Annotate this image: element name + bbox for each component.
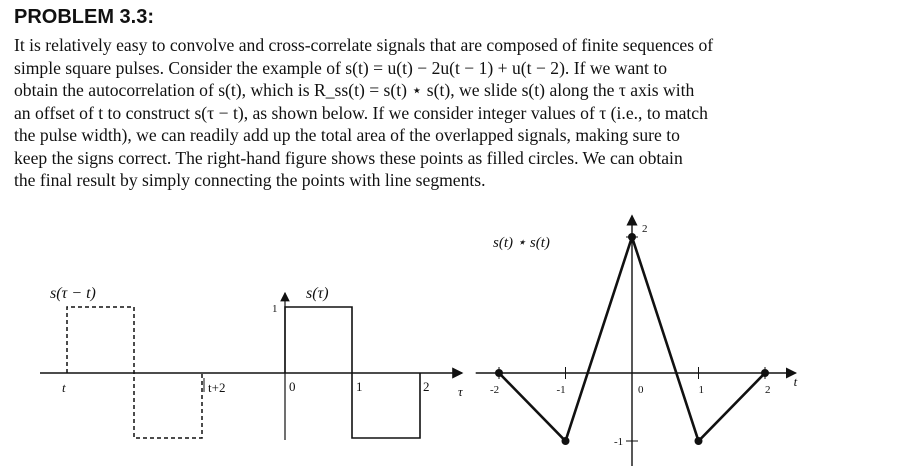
data-point xyxy=(761,369,769,377)
paragraph-line: simple square pulses. Consider the example of s(t) = u(t) − 2u(t − 1) + u(t − 2). If we want to xyxy=(14,57,668,78)
problem-title: PROBLEM 3.3: xyxy=(14,6,155,28)
amplitude-label: 1 xyxy=(272,303,278,315)
chart-title: s(t) ⋆ s(t) xyxy=(493,235,550,252)
paragraph-line: the pulse width), we can readily add up the total area of the overlapped signals, making sure to xyxy=(14,125,680,145)
tick-t-plus-2: t+2 xyxy=(208,380,226,395)
y-tick-label: -1 xyxy=(614,436,624,448)
data-point xyxy=(628,233,636,241)
tau-axis-label: τ xyxy=(458,384,463,399)
y-tick-label: 2 xyxy=(642,223,648,235)
tick-zero: 0 xyxy=(289,379,296,394)
tick-two: 2 xyxy=(423,379,430,394)
paragraph-line: keep the signs correct. The right-hand figure shows these points as filled circles. We can obtain xyxy=(14,147,683,168)
tick-one: 1 xyxy=(356,379,363,394)
x-tick-label: -2 xyxy=(490,384,500,396)
x-tick-label: 0 xyxy=(638,384,644,396)
paragraph-line: obtain the autocorrelation of s(t), which is R_ss(t) = s(t) ⋆ s(t), we slide s(t) along the τ axis with xyxy=(14,80,695,100)
x-tick-label: 1 xyxy=(698,384,704,396)
paragraph-line: an offset of t to construct s(τ − t), as shown below. If we consider integer values of τ (i.e., to match xyxy=(14,102,708,123)
paragraph-line: the final result by simply connecting the points with line segments. xyxy=(14,170,486,190)
data-point xyxy=(695,437,703,445)
shifted-signal-label: s(τ − t) xyxy=(50,285,96,302)
chart-x-axis-label: t xyxy=(793,374,798,389)
x-tick-label: -1 xyxy=(556,384,566,396)
x-tick-label: 2 xyxy=(765,384,771,396)
data-point xyxy=(562,437,570,445)
paragraph-line: It is relatively easy to convolve and cross-correlate signals that are composed of finite sequences of xyxy=(14,35,714,55)
signal-label: s(τ) xyxy=(306,285,329,302)
data-point xyxy=(495,369,503,377)
tick-t: t xyxy=(62,380,66,395)
